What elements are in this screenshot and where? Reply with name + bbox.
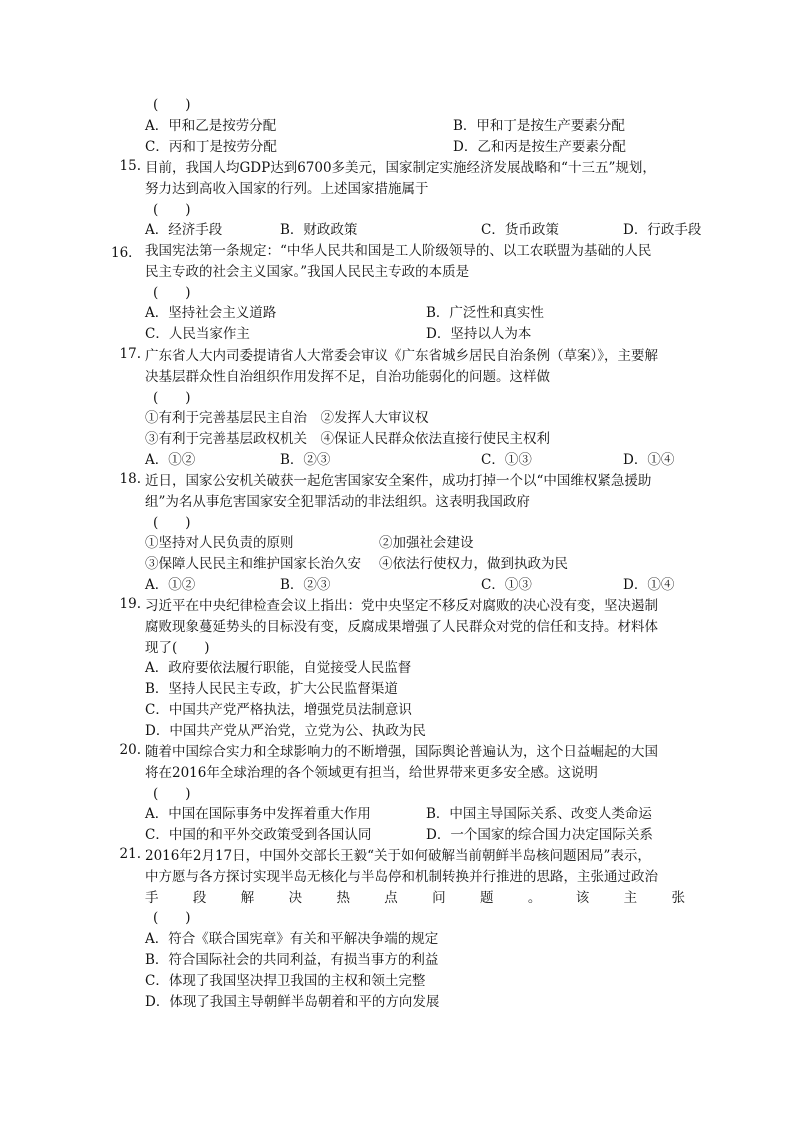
question-text-line: 近日，国家公安机关破获一起危害国家安全案件，成功打掉一个以“中国维权紧急援助 bbox=[145, 473, 652, 489]
statement-item: ②加强社会建设 bbox=[379, 535, 474, 552]
statement-row bbox=[145, 554, 685, 575]
question-16 bbox=[111, 241, 685, 345]
question-text-line: 目前，我国人均GDP达到6700多美元，国家制定实施经济发展战略和“十三五”规划， bbox=[145, 160, 656, 176]
question-18 bbox=[119, 471, 685, 596]
text-char: 张 bbox=[671, 889, 685, 906]
question-number: 16． bbox=[111, 245, 142, 261]
question-number: 15. bbox=[119, 158, 141, 174]
option-c[interactable]: C．丙和丁是按劳分配 bbox=[145, 138, 277, 155]
option-c[interactable]: C．人民当家作主 bbox=[145, 326, 250, 343]
option-a[interactable]: A．坚持社会主义道路 bbox=[145, 305, 277, 322]
option-b[interactable]: B．②③ bbox=[280, 576, 331, 593]
answer-paren: ( ) bbox=[153, 514, 191, 531]
question-number: 18. bbox=[119, 471, 141, 487]
justified-text-line bbox=[145, 888, 685, 909]
option-c[interactable]: C．体现了我国坚决捍卫我国的主权和领土完整 bbox=[145, 972, 426, 989]
option-row bbox=[145, 220, 702, 241]
option-b[interactable]: B．广泛性和真实性 bbox=[426, 305, 544, 322]
option-c[interactable]: C．①③ bbox=[481, 451, 532, 468]
option-row bbox=[145, 804, 685, 825]
option-d[interactable]: D．中国共产党从严治党，立党为公、执政为民 bbox=[145, 722, 426, 739]
option-d[interactable]: D．①④ bbox=[623, 576, 675, 593]
text-char: 决 bbox=[288, 889, 303, 906]
question-14-tail bbox=[145, 95, 685, 157]
question-number: 17. bbox=[119, 346, 141, 362]
option-a[interactable]: A．甲和乙是按劳分配 bbox=[145, 117, 277, 134]
statement-item: ①有利于完善基层民主自治 ②发挥人大审议权 bbox=[145, 410, 429, 427]
question-text-line: 将在2016年全球治理的各个领域更有担当，给世界带来更多安全感。这说明 bbox=[145, 764, 598, 781]
statement-item: ①坚持对人民负责的原则 bbox=[145, 535, 294, 552]
option-row bbox=[145, 137, 685, 158]
statement-item: ③保障人民民主和维护国家长治久安 bbox=[145, 556, 361, 573]
option-b[interactable]: B．坚持人民民主专政，扩大公民监督渠道 bbox=[145, 681, 398, 698]
option-d[interactable]: D．一个国家的综合国力决定国际关系 bbox=[426, 827, 653, 844]
answer-paren: ( ) bbox=[153, 97, 191, 113]
text-char: 点 bbox=[384, 889, 398, 906]
text-char: 题 bbox=[480, 889, 494, 906]
option-a[interactable]: A．符合《联合国宪章》有关和平解决争端的规定 bbox=[145, 931, 439, 948]
option-b[interactable]: B．甲和丁是按生产要素分配 bbox=[453, 117, 625, 134]
question-text-line: 广东省人大内司委提请省人大常委会审议《广东省城乡居民自治条例（草案）》，主要解 bbox=[145, 348, 658, 364]
option-a[interactable]: A．政府要依法履行职能，自觉接受人民监督 bbox=[145, 660, 412, 677]
answer-paren: ( ) bbox=[153, 201, 191, 218]
question-text-line: 2016年2月17日，中国外交部长王毅“关于如何破解当前朝鲜半岛核问题困局”表示， bbox=[145, 848, 651, 864]
text-char: 该 bbox=[575, 889, 590, 906]
option-b[interactable]: B．中国主导国际关系、改变人类命运 bbox=[426, 806, 652, 823]
question-20 bbox=[119, 742, 685, 846]
question-text-line: 腐败现象蔓延势头的目标没有变，反腐成果增强了人民群众对党的信任和支持。材料体 bbox=[145, 618, 658, 635]
option-row bbox=[145, 324, 685, 345]
answer-paren: ( ) bbox=[153, 389, 191, 406]
option-b[interactable]: B．②③ bbox=[280, 451, 331, 468]
option-c[interactable]: C．中国的和平外交政策受到各国认同 bbox=[145, 827, 372, 844]
option-a[interactable]: A．中国在国际事务中发挥着重大作用 bbox=[145, 806, 371, 823]
text-char: 手 bbox=[145, 889, 159, 906]
question-text-line: 努力达到高收入国家的行列。上述国家措施属于 bbox=[145, 180, 429, 197]
text-char: 段 bbox=[192, 889, 207, 906]
question-text-line: 中方愿与各方探讨实现半岛无核化与半岛停和机制转换并行推进的思路，主张通过政治 bbox=[145, 868, 658, 885]
option-d[interactable]: D．乙和丙是按生产要素分配 bbox=[453, 138, 626, 155]
question-21 bbox=[119, 846, 685, 1012]
text-char: 解 bbox=[240, 889, 255, 906]
question-17 bbox=[119, 346, 685, 471]
option-row bbox=[145, 116, 685, 137]
option-d[interactable]: D．①④ bbox=[623, 451, 675, 468]
option-d[interactable]: D．体现了我国主导朝鲜半岛朝着和平的方向发展 bbox=[145, 993, 440, 1010]
option-c[interactable]: C．中国共产党严格执法，增强党员法制意识 bbox=[145, 701, 412, 718]
option-row bbox=[145, 303, 685, 324]
option-a[interactable]: A．经济手段 bbox=[145, 222, 223, 239]
option-b[interactable]: B．财政政策 bbox=[280, 222, 358, 239]
question-text-line: 现了( ) bbox=[145, 639, 210, 656]
question-number: 20. bbox=[119, 742, 141, 758]
question-text-line: 决基层群众性自治组织作用发挥不足，自治功能弱化的问题。这样做 bbox=[145, 368, 550, 385]
question-text-line: 随着中国综合实力和全球影响力的不断增强，国际舆论普遍认为，这个日益崛起的大国 bbox=[145, 744, 658, 760]
option-row bbox=[145, 575, 685, 596]
option-d[interactable]: D．行政手段 bbox=[623, 222, 702, 239]
text-char: 主 bbox=[623, 889, 638, 906]
option-a[interactable]: A．①② bbox=[145, 451, 196, 468]
question-text-line: 组”为名从事危害国家安全犯罪活动的非法组织。这表明我国政府 bbox=[145, 493, 530, 510]
option-row bbox=[145, 825, 685, 846]
question-text-line: 习近平在中央纪律检查会议上指出：党中央坚定不移反对腐败的决心没有变，坚决遏制 bbox=[145, 598, 658, 614]
question-text-line: 我国宪法第一条规定：“中华人民共和国是工人阶级领导的、以工农联盟为基础的人民 bbox=[145, 243, 652, 259]
text-char: 热 bbox=[336, 889, 350, 906]
option-d[interactable]: D．坚持以人为本 bbox=[426, 326, 532, 343]
text-char: 问 bbox=[432, 889, 446, 906]
option-b[interactable]: B．符合国际社会的共同利益，有损当事方的利益 bbox=[145, 951, 439, 968]
question-15 bbox=[119, 158, 702, 241]
answer-paren: ( ) bbox=[153, 910, 191, 927]
text-char: 。 bbox=[527, 889, 542, 906]
statement-item: ④依法行使权力，做到执政为民 bbox=[379, 556, 568, 573]
statement-item: ③有利于完善基层政权机关 ④保证人民群众依法直接行使民主权利 bbox=[145, 431, 550, 448]
answer-paren: ( ) bbox=[153, 284, 191, 301]
statement-row bbox=[145, 533, 685, 554]
question-text-line: 民主专政的社会主义国家。”我国人民民主专政的本质是 bbox=[145, 263, 470, 280]
question-number: 21. bbox=[119, 846, 141, 862]
question-number: 19. bbox=[119, 596, 141, 612]
answer-paren: ( ) bbox=[153, 785, 191, 802]
option-row bbox=[145, 450, 685, 471]
option-a[interactable]: A．①② bbox=[145, 576, 196, 593]
question-19 bbox=[119, 596, 685, 742]
option-c[interactable]: C．①③ bbox=[481, 576, 532, 593]
option-c[interactable]: C．货币政策 bbox=[481, 222, 559, 239]
